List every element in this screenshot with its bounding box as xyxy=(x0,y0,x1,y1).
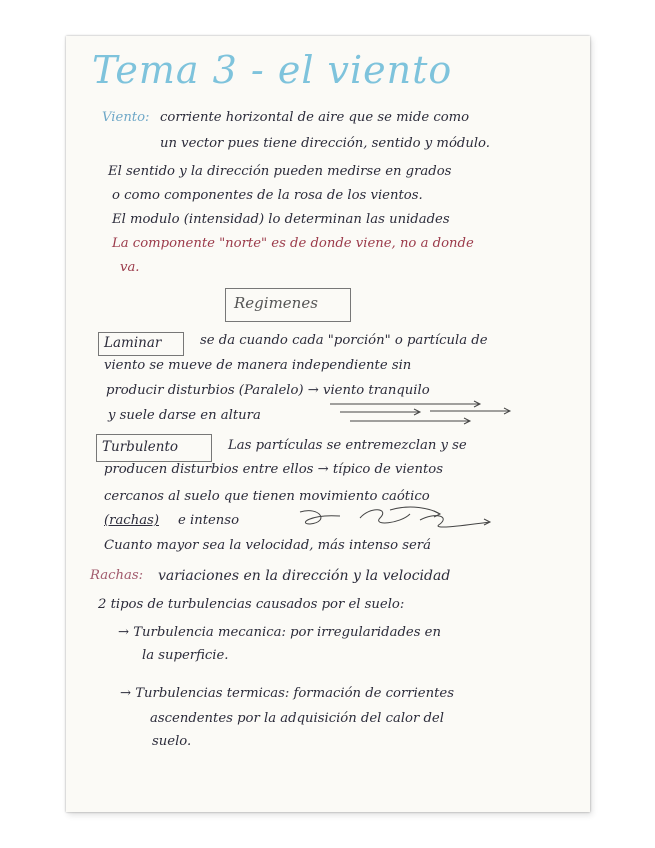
section-heading-regimenes: Regimenes xyxy=(234,294,318,312)
definition-label: Viento: xyxy=(102,110,150,125)
text-line: va. xyxy=(120,260,140,275)
turbulent-flow-swirls-icon xyxy=(290,502,500,532)
text-line: y suele darse en altura xyxy=(108,408,261,423)
turbulento-label: Turbulento xyxy=(102,439,179,455)
text-line: cercanos al suelo que tienen movimiento caótico xyxy=(104,489,430,504)
text-line: La componente "norte" es de donde viene, no a donde xyxy=(112,236,474,251)
text-line: 2 tipos de turbulencias causados por el suelo: xyxy=(98,597,405,612)
text-line: Las partículas se entremezclan y se xyxy=(228,438,467,453)
text-line: variaciones en la dirección y la velocidad xyxy=(158,568,451,584)
definition-line-2: un vector pues tiene dirección, sentido y módulo. xyxy=(160,136,490,151)
rachas-word: (rachas) xyxy=(104,513,159,528)
text-line: Cuanto mayor sea la velocidad, más intenso será xyxy=(104,538,431,553)
text-line: o como componentes de la rosa de los vientos. xyxy=(112,188,423,203)
definition-line-1: corriente horizontal de aire que se mide como xyxy=(160,110,470,125)
text-line: producir disturbios (Paralelo) → viento tranquilo xyxy=(106,383,430,398)
text-line: se da cuando cada "porción" o partícula de xyxy=(200,333,488,348)
laminar-flow-arrows-icon xyxy=(320,398,520,430)
rachas-label: Rachas: xyxy=(90,568,144,583)
text-line: viento se mueve de manera independiente sin xyxy=(104,358,412,373)
text-line: El modulo (intensidad) lo determinan las unidades xyxy=(112,212,450,227)
text-line: → Turbulencia mecanica: por irregularidades en xyxy=(118,625,441,640)
text-line: suelo. xyxy=(152,734,192,749)
text-line: El sentido y la dirección pueden medirse en grados xyxy=(108,164,452,179)
text-line: → Turbulencias termicas: formación de corrientes xyxy=(120,686,454,701)
text-line: ascendentes por la adquisición del calor del xyxy=(150,711,444,726)
laminar-label: Laminar xyxy=(104,335,162,351)
text-line: producen disturbios entre ellos → típico de vientos xyxy=(104,462,443,477)
page-title: Tema 3 - el viento xyxy=(92,48,453,92)
text-line: la superficie. xyxy=(142,648,229,663)
text-line: e intenso xyxy=(178,513,240,528)
